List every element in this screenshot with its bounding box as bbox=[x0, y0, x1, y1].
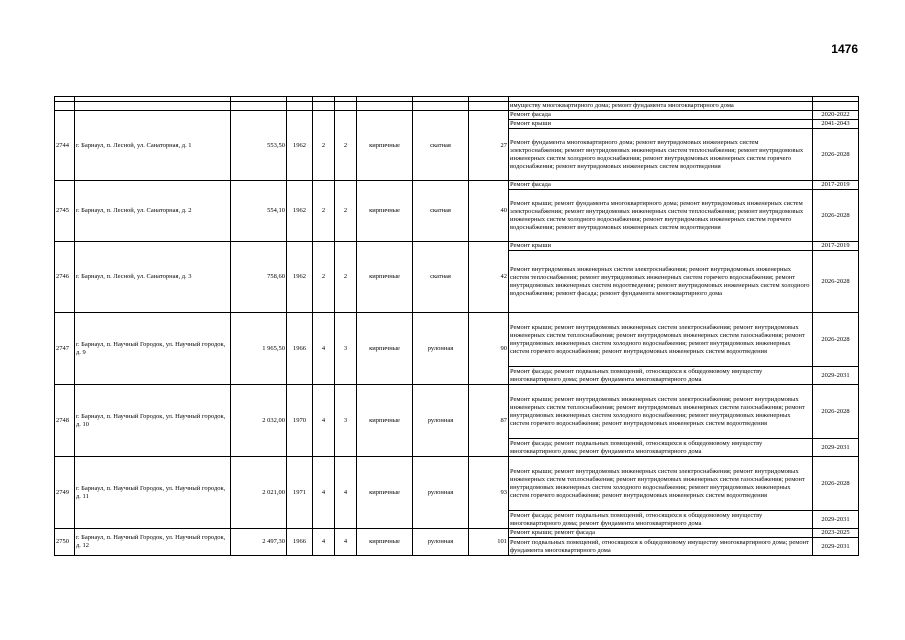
construction-year: 1966 bbox=[287, 529, 313, 556]
entrance-count: 2 bbox=[335, 181, 357, 242]
apartment-count: 40 bbox=[469, 181, 509, 242]
repair-period: 2017-2019 bbox=[813, 181, 859, 190]
repair-works: Ремонт фасада bbox=[509, 111, 813, 120]
roof-type: рулонная bbox=[413, 313, 469, 385]
floor-count: 2 bbox=[313, 242, 335, 313]
repair-period: 2029-2031 bbox=[813, 511, 859, 529]
table-row bbox=[55, 385, 859, 439]
roof-type: рулонная bbox=[413, 457, 469, 529]
repair-period: 2029-2031 bbox=[813, 367, 859, 385]
building-area: 554,10 bbox=[231, 181, 287, 242]
building-area: 2 497,30 bbox=[231, 529, 287, 556]
roof-type: скатная bbox=[413, 242, 469, 313]
building-area: 2 021,00 bbox=[231, 457, 287, 529]
roof-type: скатная bbox=[413, 181, 469, 242]
repair-works: Ремонт крыши; ремонт фундамента многоквартирного дома; ремонт внутридомовых инженерных систем электроснабжения; ремонт внутридомовых инженерных систем теплоснабжения; ремонт внутридомовых инженерных систем холодного водоснабжения; ремонт внутридомовых инженерных систем горячего водоснабжения; ремонт внутридомовых инженерных систем водоотведения bbox=[509, 190, 813, 242]
floor-count: 4 bbox=[313, 313, 335, 385]
repair-works: Ремонт фасада; ремонт подвальных помещений, относящихся к общедомовому имуществу многоквартирного дома; ремонт фундамента многоквартирного дома bbox=[509, 511, 813, 529]
repair-works: Ремонт фасада bbox=[509, 181, 813, 190]
repair-period: 2029-2031 bbox=[813, 439, 859, 457]
building-number: 2747 bbox=[55, 313, 75, 385]
repair-period: 2026-2028 bbox=[813, 457, 859, 511]
repair-period: 2026-2028 bbox=[813, 251, 859, 313]
repair-works: Ремонт крыши; ремонт внутридомовых инженерных систем электроснабжения; ремонт внутридомовых инженерных систем теплоснабжения; ремонт внутридомовых инженерных систем газоснабжения; ремонт внутридомовых инженерных систем холодного водоснабжения; ремонт внутридомовых инженерных систем горячего водоснабжения; ремонт внутридомовых инженерных систем водоотведения bbox=[509, 385, 813, 439]
carry-over-works: имуществу многоквартирного дома; ремонт фундамента многоквартирного дома bbox=[509, 102, 813, 111]
repair-works: Ремонт крыши; ремонт внутридомовых инженерных систем электроснабжения; ремонт внутридомовых инженерных систем теплоснабжения; ремонт внутридомовых инженерных систем газоснабжения; ремонт внутридомовых инженерных систем холодного водоснабжения; ремонт внутридомовых инженерных систем горячего водоснабжения; ремонт внутридомовых инженерных систем водоотведения bbox=[509, 457, 813, 511]
repair-period: 2029-2031 bbox=[813, 538, 859, 556]
wall-material: кирпичные bbox=[357, 111, 413, 181]
building-number: 2750 bbox=[55, 529, 75, 556]
wall-material: кирпичные bbox=[357, 181, 413, 242]
construction-year: 1962 bbox=[287, 181, 313, 242]
roof-type: рулонная bbox=[413, 529, 469, 556]
building-number: 2745 bbox=[55, 181, 75, 242]
entrance-count: 4 bbox=[335, 457, 357, 529]
repair-works: Ремонт крыши; ремонт внутридомовых инженерных систем электроснабжения; ремонт внутридомовых инженерных систем теплоснабжения; ремонт внутридомовых инженерных систем газоснабжения; ремонт внутридомовых инженерных систем холодного водоснабжения; ремонт внутридомовых инженерных систем горячего водоснабжения; ремонт внутридомовых инженерных систем водоотведения bbox=[509, 313, 813, 367]
building-number: 2744 bbox=[55, 111, 75, 181]
building-address: г. Барнаул, п. Научный Городок, ул. Научный городок, д. 9 bbox=[75, 313, 231, 385]
floor-count: 4 bbox=[313, 385, 335, 457]
repair-works: Ремонт подвальных помещений, относящихся к общедомовому имуществу многоквартирного дома; ремонт фундамента многоквартирного дома bbox=[509, 538, 813, 556]
building-address: г. Барнаул, п. Лесной, ул. Санаторная, д. 1 bbox=[75, 111, 231, 181]
table-row bbox=[55, 313, 859, 367]
entrance-count: 4 bbox=[335, 529, 357, 556]
construction-year: 1971 bbox=[287, 457, 313, 529]
capital-repair-table bbox=[54, 96, 859, 556]
wall-material: кирпичные bbox=[357, 385, 413, 457]
repair-period: 2026-2028 bbox=[813, 313, 859, 367]
repair-period: 2020-2022 bbox=[813, 111, 859, 120]
roof-type: скатная bbox=[413, 111, 469, 181]
floor-count: 2 bbox=[313, 111, 335, 181]
table-row bbox=[55, 457, 859, 511]
repair-works: Ремонт крыши bbox=[509, 242, 813, 251]
table-row bbox=[55, 529, 859, 538]
repair-period: 2023-2025 bbox=[813, 529, 859, 538]
apartment-count: 27 bbox=[469, 111, 509, 181]
table-row bbox=[55, 181, 859, 190]
building-area: 2 032,00 bbox=[231, 385, 287, 457]
building-address: г. Барнаул, п. Лесной, ул. Санаторная, д. 3 bbox=[75, 242, 231, 313]
entrance-count: 2 bbox=[335, 242, 357, 313]
wall-material: кирпичные bbox=[357, 529, 413, 556]
construction-year: 1966 bbox=[287, 313, 313, 385]
repair-period: 2017-2019 bbox=[813, 242, 859, 251]
building-address: г. Барнаул, п. Лесной, ул. Санаторная, д. 2 bbox=[75, 181, 231, 242]
apartment-count: 90 bbox=[469, 313, 509, 385]
building-address: г. Барнаул, п. Научный Городок, ул. Научный городок, д. 11 bbox=[75, 457, 231, 529]
page-number: 1476 bbox=[831, 42, 858, 56]
building-area: 758,60 bbox=[231, 242, 287, 313]
building-area: 1 965,50 bbox=[231, 313, 287, 385]
wall-material: кирпичные bbox=[357, 242, 413, 313]
construction-year: 1962 bbox=[287, 242, 313, 313]
repair-period: 2026-2028 bbox=[813, 129, 859, 181]
building-number: 2748 bbox=[55, 385, 75, 457]
repair-works: Ремонт внутридомовых инженерных систем электроснабжения; ремонт внутридомовых инженерных систем теплоснабжения; ремонт внутридомовых инженерных систем горячего водоснабжения; ремонт внутридомовых инженерных систем водоотведения; ремонт внутридомовых инженерных систем холодного водоснабжения; ремонт фасада; ремонт фундамента многоквартирного дома bbox=[509, 251, 813, 313]
wall-material: кирпичные bbox=[357, 457, 413, 529]
floor-count: 4 bbox=[313, 529, 335, 556]
table-body bbox=[55, 97, 859, 556]
repair-works: Ремонт крыши bbox=[509, 120, 813, 129]
repair-works: Ремонт фасада; ремонт подвальных помещений, относящихся к общедомовому имуществу многоквартирного дома; ремонт фундамента многоквартирного дома bbox=[509, 439, 813, 457]
carry-over-row bbox=[55, 102, 859, 111]
building-number: 2749 bbox=[55, 457, 75, 529]
entrance-count: 3 bbox=[335, 313, 357, 385]
entrance-count: 2 bbox=[335, 111, 357, 181]
floor-count: 2 bbox=[313, 181, 335, 242]
construction-year: 1962 bbox=[287, 111, 313, 181]
construction-year: 1970 bbox=[287, 385, 313, 457]
table-row bbox=[55, 111, 859, 120]
building-number: 2746 bbox=[55, 242, 75, 313]
entrance-count: 3 bbox=[335, 385, 357, 457]
repair-works: Ремонт фасада; ремонт подвальных помещений, относящихся к общедомовому имуществу многоквартирного дома; ремонт фундамента многоквартирного дома bbox=[509, 367, 813, 385]
repair-works: Ремонт фундамента многоквартирного дома; ремонт внутридомовых инженерных систем электроснабжения; ремонт внутридомовых инженерных систем теплоснабжения; ремонт внутридомовых инженерных систем холодного водоснабжения; ремонт внутридомовых инженерных систем горячего водоснабжения; ремонт внутридомовых инженерных систем водоотведения bbox=[509, 129, 813, 181]
apartment-count: 87 bbox=[469, 385, 509, 457]
apartment-count: 42 bbox=[469, 242, 509, 313]
building-area: 553,50 bbox=[231, 111, 287, 181]
repair-period: 2026-2028 bbox=[813, 190, 859, 242]
floor-count: 4 bbox=[313, 457, 335, 529]
table-row bbox=[55, 242, 859, 251]
building-address: г. Барнаул, п. Научный Городок, ул. Научный городок, д. 12 bbox=[75, 529, 231, 556]
apartment-count: 93 bbox=[469, 457, 509, 529]
roof-type: рулонная bbox=[413, 385, 469, 457]
repair-period: 2041-2043 bbox=[813, 120, 859, 129]
building-address: г. Барнаул, п. Научный Городок, ул. Научный городок, д. 10 bbox=[75, 385, 231, 457]
wall-material: кирпичные bbox=[357, 313, 413, 385]
apartment-count: 101 bbox=[469, 529, 509, 556]
repair-works: Ремонт крыши; ремонт фасада bbox=[509, 529, 813, 538]
repair-period: 2026-2028 bbox=[813, 385, 859, 439]
